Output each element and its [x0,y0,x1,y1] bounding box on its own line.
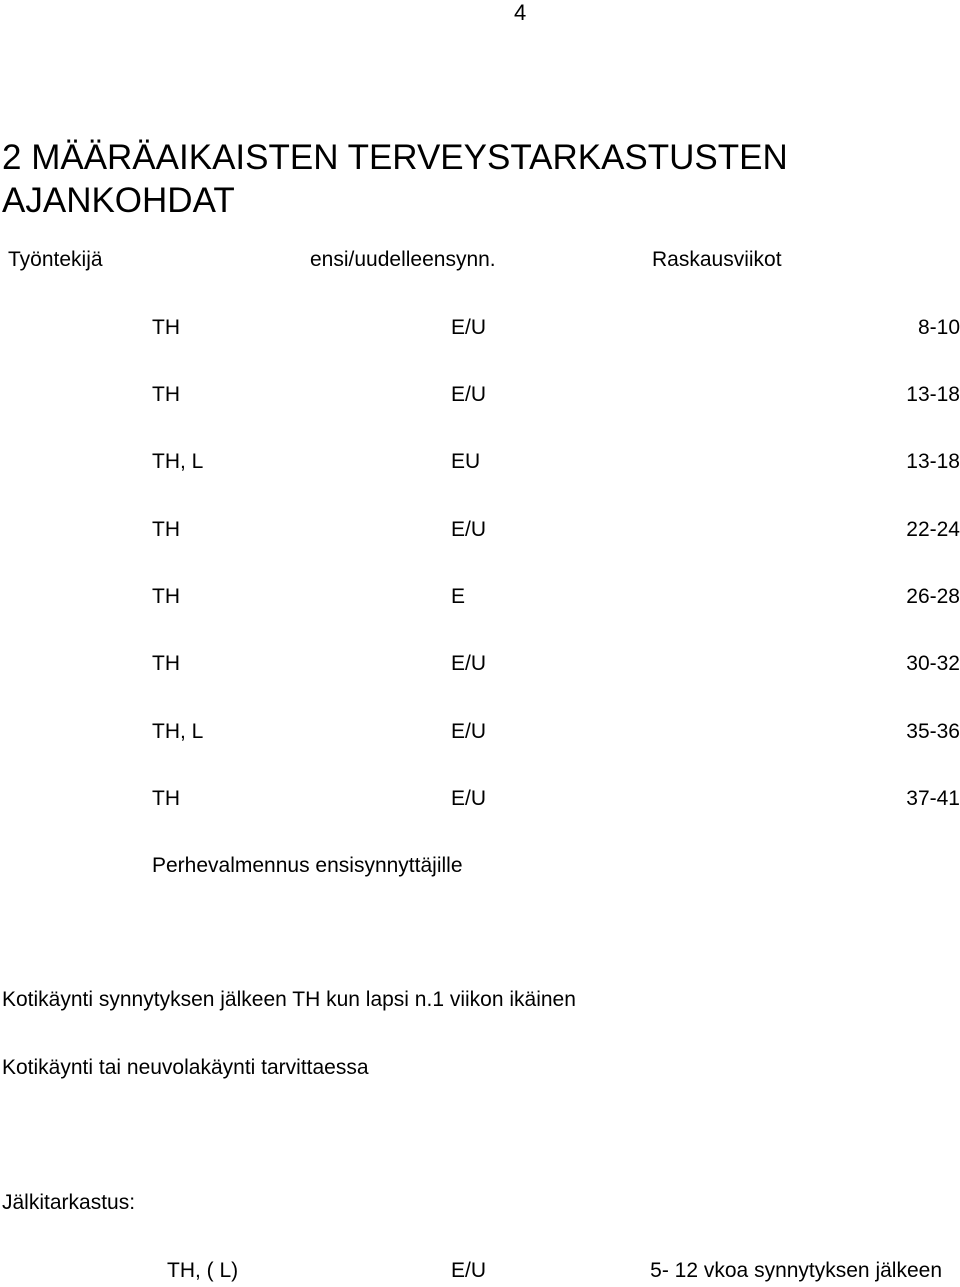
row-weeks: 30-32 [906,652,960,675]
section-title-line1: 2 MÄÄRÄAIKAISTEN TERVEYSTARKASTUSTEN [2,138,788,177]
row-worker: TH [152,652,180,675]
row-worker: TH [152,787,180,810]
row-type: E [451,585,466,608]
row-type: E/U [451,316,487,339]
family-coaching-text: Perhevalmennus ensisynnyttäjille [152,854,463,877]
row-weeks: 13-18 [906,383,960,406]
section-title-line2: AJANKOHDAT [2,181,235,220]
row-worker: TH [152,383,180,406]
header-worker: Työntekijä [8,248,103,271]
page-number: 4 [514,0,527,25]
row-weeks: 13-18 [906,450,960,473]
followup-when: 5- 12 vkoa synnytyksen jälkeen [650,1259,942,1282]
home-visit-text: Kotikäynti synnytyksen jälkeen TH kun lapsi n.1 viikon ikäinen [2,988,576,1011]
row-type: E/U [451,787,487,810]
row-worker: TH [152,316,180,339]
row-weeks: 8-10 [917,316,960,339]
header-first-repeat: ensi/uudelleensynn. [310,248,496,271]
followup-label: Jälkitarkastus: [2,1191,136,1214]
row-type: EU [451,450,481,473]
row-type: E/U [451,383,487,406]
row-type: E/U [451,720,487,743]
header-weeks: Raskausviikot [652,248,782,271]
row-weeks: 37-41 [906,787,960,810]
row-weeks: 26-28 [906,585,960,608]
row-worker: TH [152,585,180,608]
row-weeks: 22-24 [906,518,960,541]
row-weeks: 35-36 [906,720,960,743]
followup-worker: TH, ( L) [167,1259,239,1282]
row-worker: TH [152,518,180,541]
followup-type: E/U [451,1259,487,1282]
row-worker: TH, L [152,450,204,473]
row-worker: TH, L [152,720,204,743]
row-type: E/U [451,518,487,541]
home-or-clinic-text: Kotikäynti tai neuvolakäynti tarvittaessa [2,1056,369,1079]
row-type: E/U [451,652,487,675]
